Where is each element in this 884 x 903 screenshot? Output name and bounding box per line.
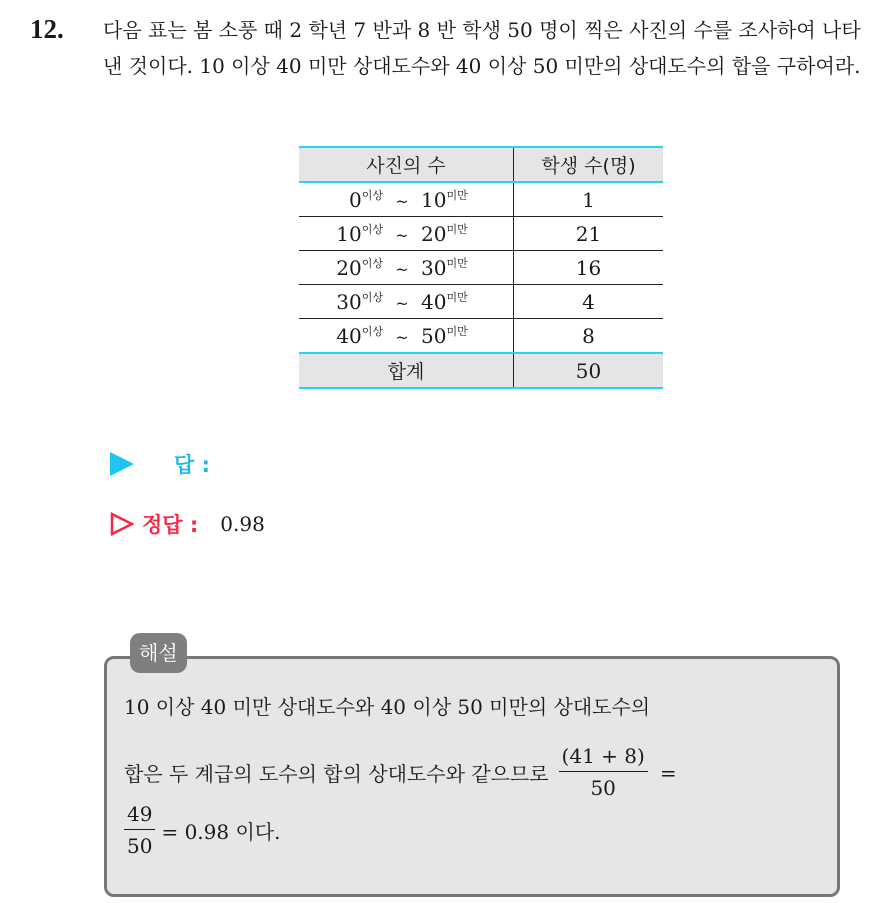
range-upper: $20^{미만}$ bbox=[421, 222, 468, 246]
range-upper: $30^{미만}$ bbox=[421, 256, 468, 280]
table-row bbox=[299, 182, 663, 217]
total-label: 합계 bbox=[299, 353, 514, 388]
range-tilde: ~ bbox=[395, 294, 409, 313]
explanation-result: = 0.98 이다. bbox=[161, 820, 281, 844]
table-row bbox=[299, 285, 663, 319]
fraction-result bbox=[124, 801, 155, 860]
lower-suffix: 이상 bbox=[361, 257, 383, 270]
range-tilde: ~ bbox=[395, 328, 409, 347]
header-student-count: 학생 수(명) bbox=[541, 155, 636, 177]
table-row bbox=[299, 251, 663, 285]
table-total-row bbox=[299, 353, 663, 388]
lower-suffix: 이상 bbox=[361, 325, 383, 338]
table-row bbox=[299, 217, 663, 251]
count-cell: 1 bbox=[582, 187, 595, 212]
upper-suffix: 미만 bbox=[446, 325, 468, 338]
range-cell bbox=[299, 319, 514, 354]
equals-sign: = bbox=[659, 760, 677, 785]
play-triangle-icon bbox=[110, 452, 134, 476]
range-upper: $10^{미만}$ bbox=[421, 188, 468, 212]
correct-answer-value: 0.98 bbox=[220, 512, 265, 536]
explanation-line-2-text: 합은 두 계급의 도수의 합의 상대도수와 같으므로 bbox=[124, 762, 549, 786]
range-lower: $10^{이상}$ bbox=[336, 222, 383, 246]
range-upper: $40^{미만}$ bbox=[421, 290, 468, 314]
range-cell bbox=[299, 251, 514, 285]
count-cell: 16 bbox=[575, 255, 602, 280]
range-cell bbox=[299, 217, 514, 251]
fraction-result-denominator: 50 bbox=[127, 834, 153, 858]
correct-answer-label: 정답 : bbox=[142, 513, 199, 537]
question-number: 12. bbox=[30, 14, 64, 44]
lower-suffix: 이상 bbox=[361, 223, 383, 236]
fraction-sum-numerator: (41 + 8) bbox=[559, 743, 648, 772]
range-upper: $50^{미만}$ bbox=[421, 324, 468, 348]
explanation-line-1: 10 이상 40 미만 상대도수와 40 이상 50 미만의 상대도수의 bbox=[124, 695, 651, 719]
range-lower: $0^{이상}$ bbox=[349, 188, 383, 212]
explanation-line-3 bbox=[124, 801, 280, 860]
range-lower: $30^{이상}$ bbox=[336, 290, 383, 314]
table-row bbox=[299, 319, 663, 354]
fraction-sum-denominator: 50 bbox=[590, 776, 616, 800]
explanation-tab: 해설 bbox=[130, 633, 187, 673]
range-tilde: ~ bbox=[395, 226, 409, 245]
answer-label: 답 : bbox=[174, 453, 210, 477]
range-cell bbox=[299, 182, 514, 217]
correct-answer-row bbox=[110, 509, 265, 539]
frequency-table bbox=[299, 146, 663, 389]
outline-triangle-icon bbox=[110, 512, 134, 536]
upper-suffix: 미만 bbox=[446, 223, 468, 236]
range-cell bbox=[299, 285, 514, 319]
upper-suffix: 미만 bbox=[446, 189, 468, 202]
range-tilde: ~ bbox=[395, 260, 409, 279]
range-lower: $40^{이상}$ bbox=[336, 324, 383, 348]
fraction-result-numerator: 49 bbox=[124, 801, 155, 830]
range-tilde: ~ bbox=[395, 192, 409, 211]
table-header-row bbox=[299, 147, 663, 182]
lower-suffix: 이상 bbox=[361, 291, 383, 304]
answer-blank-row bbox=[110, 449, 210, 479]
total-value: 50 bbox=[575, 358, 602, 383]
header-photo-count: 사진의 수 bbox=[299, 147, 514, 182]
range-lower: $20^{이상}$ bbox=[336, 256, 383, 280]
count-cell: 4 bbox=[582, 289, 595, 314]
explanation-line-2 bbox=[124, 743, 677, 802]
upper-suffix: 미만 bbox=[446, 291, 468, 304]
question-text: 다음 표는 봄 소풍 때 2 학년 7 반과 8 반 학생 50 명이 찍은 사진의 수를 조사하여 나타낸 것이다. 10 이상 40 미만 상대도수와 40 이상 50 미만의 상대도수의 합을 구하여라. bbox=[103, 18, 861, 78]
count-cell: 21 bbox=[575, 221, 602, 246]
upper-suffix: 미만 bbox=[446, 257, 468, 270]
fraction-sum bbox=[559, 743, 648, 802]
count-cell: 8 bbox=[582, 323, 595, 348]
lower-suffix: 이상 bbox=[361, 189, 383, 202]
